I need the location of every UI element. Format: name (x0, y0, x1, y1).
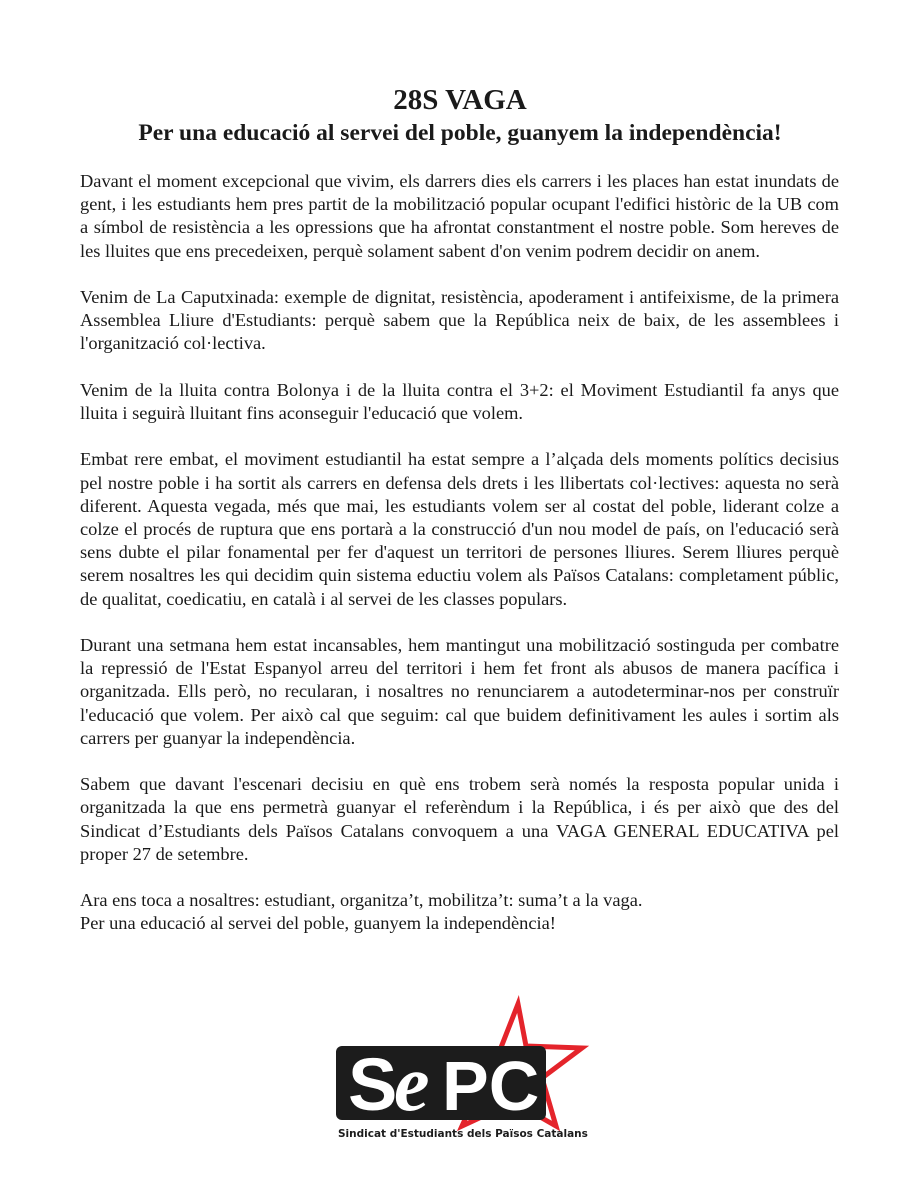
page-subtitle: Per una educació al servei del poble, guanyem la independència! (138, 120, 782, 146)
logo-letters-pc: PC (442, 1047, 540, 1125)
page-title: 28S VAGA (393, 84, 527, 116)
paragraph-4: Embat rere embat, el moviment estudiantil ha estat sempre a l’alçada dels moments polítics decisius pel nostre poble i ha sortit als carrers en defensa dels drets i les llibertats col·lectives: aquesta no serà diferent. Aquesta vegada, més que mai, les estudiants volem ser al costat del poble, liderant colze a colze el procés de ruptura que ens portarà a la construcció d'un nou model de país, on l'educació serà sens dubte el pilar fonamental per fer d'aquest un territori de persones lliures. Serem lliures perquè serem nosaltres les qui decidim quin sistema eductiu volem als Països Catalans: completament públic, de qualitat, coedicatiu, en català i al servei de les classes populars. (80, 449, 839, 609)
logo-letter-s: S (348, 1043, 398, 1126)
closing-line-2: Per una educació al servei del poble, guanyem la independència! (80, 913, 556, 934)
paragraph-2: Venim de La Caputxinada: exemple de dignitat, resistència, apoderament i antifeixisme, de la primera Assemblea Lliure d'Estudiants: perquè sabem que la República neix de baix, de les assemblees i l'organització col·lectiva. (80, 287, 839, 354)
paragraph-3: Venim de la lluita contra Bolonya i de la lluita contra el 3+2: el Moviment Estudiantil fa anys que lluita i seguirà lluitant fins aconseguir l'educació que volem. (80, 379, 839, 423)
closing-line-1: Ara ens toca a nosaltres: estudiant, organitza’t, mobilitza’t: suma’t a la vaga. (80, 890, 643, 911)
closing-paragraph (80, 889, 839, 935)
document-body (80, 170, 839, 936)
paragraph-5: Durant una setmana hem estat incansables, hem mantingut una mobilització sostinguda per combatre la repressió de l'Estat Espanyol arreu del territori i hem fet front als abusos de manera pacífica i organitzada. Ells però, no recularan, i nosaltres no renunciarem a autodeterminar-nos per construïr l'educació que volem. Per això cal que seguim: cal que buidem definitivament les aules i sortim als carrers per guanyar la independència. (80, 635, 839, 748)
paragraph-1: Davant el moment excepcional que vivim, els darrers dies els carrers i les places han estat inundats de gent, i les estudiants hem pres partit de la mobilització popular ocupant l'edifici històric de la UB com a símbol de resistència a les opressions que ha afrontat constantment el nostre poble. Som hereves de les lluites que ens precedeixen, perquè solament sabent d'on venim podrem decidir on anem. (80, 171, 839, 261)
sepc-logo (330, 994, 590, 1144)
paragraph-6: Sabem que davant l'escenari decisiu en què ens trobem serà només la resposta popular unida i organitzada la que ens permetrà guanyar el referèndum i la República, i és per això que des del Sindicat d’Estudiants dels Països Catalans convoquem a una VAGA GENERAL EDUCATIVA pel proper 27 de setembre. (80, 774, 839, 864)
logo-letter-e: e (394, 1040, 430, 1128)
logo-caption: Sindicat d'Estudiants dels Països Catalans (338, 1128, 588, 1140)
